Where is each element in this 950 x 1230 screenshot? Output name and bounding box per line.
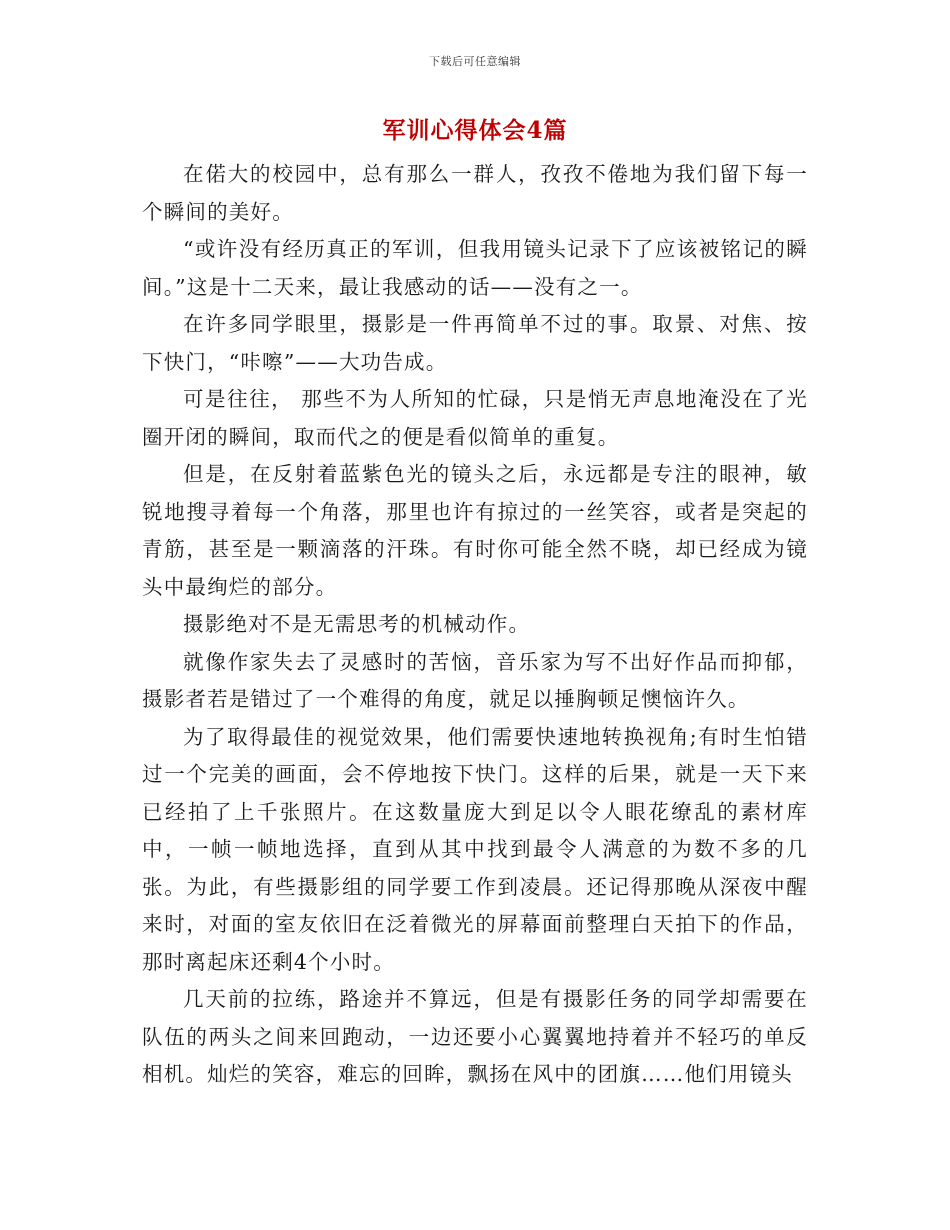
paragraph: 在偌大的校园中，总有那么一群人，孜孜不倦地为我们留下每一个瞬间的美好。: [142, 162, 808, 224]
paragraph: 摄影绝对不是无需思考的机械动作。: [183, 612, 531, 636]
paragraph: 几天前的拉练，路途并不算远，但是有摄影任务的同学却需要在队伍的两头之间来回跑动，一边还要小心翼翼地持着并不轻巧的单反相机。灿烂的笑容，难忘的回眸，飘扬在风中的团旗……他们用镜头: [142, 987, 808, 1086]
paragraph: 可是往往， 那些不为人所知的忙碌，只是悄无声息地淹没在了光圈开闭的瞬间，取而代之的便是看似简单的重复。: [142, 387, 808, 449]
paragraph: 在许多同学眼里，摄影是一件再简单不过的事。取景、对焦、按下快门，“咔嚓”——大功告成。: [142, 312, 808, 374]
document-body: [142, 156, 808, 1094]
paragraph: “或许没有经历真正的军训，但我用镜头记录下了应该被铭记的瞬间。”这是十二天来，最让我感动的话——没有之一。: [142, 237, 808, 299]
document-title: 军训心得体会4篇: [382, 117, 568, 144]
paragraph: 为了取得最佳的视觉效果，他们需要快速地转换视角;有时生怕错过一个完美的画面，会不停地按下快门。这样的后果，就是一天下来已经拍了上千张照片。在这数量庞大到足以令人眼花缭乱的素材库中，一帧一帧地选择，直到从其中找到最令人满意的为数不多的几张。为此，有些摄影组的同学要工作到凌晨。还记得那晚从深夜中醒来时，对面的室友依旧在泛着微光的屏幕面前整理白天拍下的作品，那时离起床还剩4个小时。: [142, 724, 808, 974]
paragraph: 就像作家失去了灵感时的苦恼，音乐家为写不出好作品而抑郁，摄影者若是错过了一个难得的角度，就足以捶胸顿足懊恼许久。: [142, 649, 808, 711]
paragraph: 但是，在反射着蓝紫色光的镜头之后，永远都是专注的眼神，敏锐地搜寻着每一个角落，那里也许有掠过的一丝笑容，或者是突起的青筋，甚至是一颗滴落的汗珠。有时你可能全然不晓，却已经成为镜头中最绚烂的部分。: [142, 462, 808, 599]
header-note: 下载后可任意编辑: [429, 55, 521, 68]
